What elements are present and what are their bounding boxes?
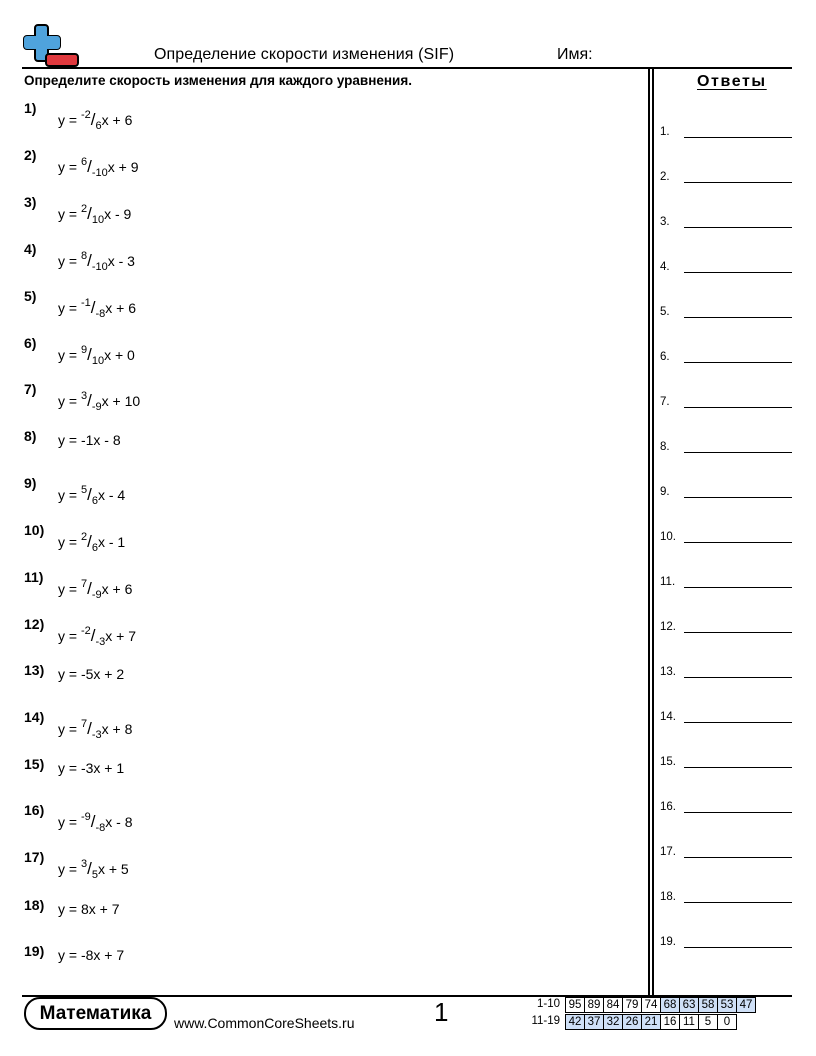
answer-blank[interactable]	[684, 677, 792, 678]
problem-equation	[58, 719, 132, 739]
fraction-slash: /	[87, 391, 92, 410]
equation-lead: y = -1x - 8	[58, 432, 121, 448]
equation-tail: x + 6	[101, 581, 133, 597]
fraction-denominator: 6	[95, 120, 102, 132]
answer-row	[660, 394, 792, 408]
fraction-slash: /	[87, 532, 92, 551]
equation-lead: y = 8x + 7	[58, 901, 120, 917]
problem-number: 1)	[24, 100, 37, 116]
fraction-numerator: 3	[80, 858, 88, 870]
fraction-denominator: 10	[91, 355, 105, 367]
fraction-numerator: 3	[80, 390, 88, 402]
score-cell: 21	[642, 1015, 661, 1030]
problem-equation	[58, 579, 132, 599]
fraction-slash: /	[87, 719, 92, 738]
problem-number: 10)	[24, 522, 45, 538]
equation-tail: x - 8	[105, 814, 133, 830]
score-cell: 26	[623, 1015, 642, 1030]
fraction-slash: /	[90, 626, 96, 645]
equation-tail: x + 6	[101, 112, 133, 128]
answer-blank[interactable]	[684, 272, 792, 273]
fraction-slash: /	[87, 251, 92, 270]
fraction-numerator: 9	[80, 344, 88, 356]
answer-number: 15.	[660, 756, 676, 768]
problem-equation	[58, 945, 124, 965]
answer-row	[660, 304, 792, 318]
fraction-slash: /	[90, 110, 96, 129]
fraction-slash: /	[87, 204, 92, 223]
fraction-numerator: -1	[80, 297, 91, 309]
fraction-denominator: 6	[91, 542, 98, 554]
score-cell: 74	[642, 998, 661, 1013]
equation-lead: y =	[58, 112, 81, 128]
equation-lead: y =	[58, 159, 81, 175]
problem-number: 8)	[24, 428, 37, 444]
brand-badge: Математика	[24, 997, 167, 1030]
fraction-denominator: -10	[91, 261, 108, 273]
fraction-slash: /	[90, 812, 96, 831]
fraction-denominator: -9	[91, 589, 102, 601]
header-rule	[22, 67, 792, 69]
answer-row	[660, 844, 792, 858]
answer-number: 13.	[660, 666, 676, 678]
equation-tail: x - 4	[97, 487, 126, 503]
equation-lead: y =	[58, 861, 81, 877]
answer-number: 17.	[660, 846, 676, 858]
answer-row	[660, 484, 792, 498]
name-label: Имя:	[557, 46, 593, 63]
answer-number: 14.	[660, 711, 676, 723]
score-cell: 11	[680, 1015, 699, 1030]
instructions: Определите скорость изменения для каждого уравнения.	[24, 73, 412, 88]
equation-tail: x - 3	[107, 253, 135, 269]
fraction-slash: /	[87, 345, 92, 364]
fraction-denominator: 10	[91, 214, 105, 226]
problem-number: 7)	[24, 381, 37, 397]
score-cell: 84	[604, 998, 623, 1013]
equation-lead: y =	[58, 721, 81, 737]
page-number: 1	[434, 997, 449, 1027]
fraction-numerator: 6	[80, 156, 88, 168]
equation-lead: y =	[58, 628, 81, 644]
equation-lead: y =	[58, 581, 81, 597]
answer-blank[interactable]	[684, 497, 792, 498]
score-table-row-1	[565, 997, 756, 1013]
fraction-numerator: -2	[80, 625, 91, 637]
problem-equation	[58, 485, 125, 505]
equation-lead: y =	[58, 393, 81, 409]
fraction-numerator: 2	[80, 203, 88, 215]
score-cell: 37	[585, 1015, 604, 1030]
problem-equation	[58, 758, 124, 778]
equation-lead: y =	[58, 300, 81, 316]
problem-number: 6)	[24, 335, 37, 351]
equation-tail: x + 8	[101, 721, 133, 737]
fraction-denominator: -8	[95, 308, 106, 320]
fraction-slash: /	[87, 157, 92, 176]
answer-row	[660, 619, 792, 633]
problem-number: 17)	[24, 849, 45, 865]
problem-equation	[58, 626, 136, 646]
website-link[interactable]: www.CommonCoreSheets.ru	[174, 1015, 355, 1031]
fraction-denominator: -8	[95, 822, 106, 834]
equation-tail: x + 9	[107, 159, 139, 175]
answer-number: 7.	[660, 396, 670, 408]
fraction-denominator: -3	[95, 636, 106, 648]
equation-tail: x - 1	[97, 534, 126, 550]
fraction-denominator: -9	[91, 401, 102, 413]
problem-number: 2)	[24, 147, 37, 163]
equation-lead: y =	[58, 487, 81, 503]
answer-row	[660, 349, 792, 363]
problem-equation	[58, 251, 135, 271]
answer-number: 19.	[660, 936, 676, 948]
answer-blank[interactable]	[684, 407, 792, 408]
equation-lead: y = -3x + 1	[58, 760, 125, 776]
fraction-denominator: -3	[91, 729, 102, 741]
answer-row	[660, 529, 792, 543]
score-cell: 89	[585, 998, 604, 1013]
answer-blank[interactable]	[684, 362, 792, 363]
equation-lead: y =	[58, 206, 81, 222]
problem-equation	[58, 899, 119, 919]
answer-blank[interactable]	[684, 812, 792, 813]
fraction-numerator: 7	[80, 718, 88, 730]
answer-number: 16.	[660, 801, 676, 813]
answer-row	[660, 754, 792, 768]
equation-tail: x - 9	[104, 206, 132, 222]
score-cell: 68	[661, 998, 680, 1013]
problem-equation	[58, 430, 121, 450]
problem-number: 12)	[24, 616, 45, 632]
equation-lead: y =	[58, 253, 81, 269]
answer-row	[660, 664, 792, 678]
answer-row	[660, 889, 792, 903]
problem-number: 14)	[24, 709, 45, 725]
problem-number: 9)	[24, 475, 37, 491]
score-cell: 95	[566, 998, 585, 1013]
answer-number: 9.	[660, 486, 670, 498]
answer-row	[660, 124, 792, 138]
score-table-row-2	[565, 1014, 737, 1030]
score-cell: 63	[680, 998, 699, 1013]
answer-blank[interactable]	[684, 137, 792, 138]
answer-blank[interactable]	[684, 542, 792, 543]
fraction-denominator: 6	[91, 495, 98, 507]
fraction-slash: /	[87, 859, 92, 878]
problem-number: 3)	[24, 194, 37, 210]
fraction-denominator: 5	[91, 869, 98, 881]
equation-tail: x + 0	[104, 347, 135, 363]
score-cell: 79	[623, 998, 642, 1013]
problem-equation	[58, 812, 133, 832]
answer-blank[interactable]	[684, 452, 792, 453]
score-cell: 47	[737, 998, 756, 1013]
answer-blank[interactable]	[684, 317, 792, 318]
equation-tail: x + 10	[101, 393, 141, 409]
problem-equation	[58, 157, 138, 177]
fraction-numerator: 5	[80, 484, 88, 496]
answer-blank[interactable]	[684, 947, 792, 948]
answer-row	[660, 214, 792, 228]
fraction-numerator: -9	[80, 811, 91, 823]
answer-row	[660, 169, 792, 183]
equation-lead: y =	[58, 814, 81, 830]
answer-number: 6.	[660, 351, 670, 363]
problem-number: 19)	[24, 943, 45, 959]
problem-number: 15)	[24, 756, 45, 772]
fraction-numerator: 2	[80, 531, 88, 543]
answer-number: 5.	[660, 306, 670, 318]
fraction-slash: /	[90, 298, 96, 317]
answer-row	[660, 934, 792, 948]
problem-number: 4)	[24, 241, 37, 257]
equation-lead: y =	[58, 347, 81, 363]
answers-title: Ответы	[697, 73, 767, 90]
problem-number: 5)	[24, 288, 37, 304]
answer-number: 11.	[660, 576, 676, 588]
answer-blank[interactable]	[684, 227, 792, 228]
problem-equation	[58, 664, 124, 684]
answer-blank[interactable]	[684, 182, 792, 183]
answer-number: 1.	[660, 126, 670, 138]
answer-row	[660, 439, 792, 453]
score-cell: 53	[718, 998, 737, 1013]
answer-number: 3.	[660, 216, 670, 228]
fraction-numerator: 8	[80, 250, 88, 262]
equation-tail: x + 5	[97, 861, 129, 877]
problem-number: 16)	[24, 802, 45, 818]
score-cell: 0	[718, 1015, 737, 1030]
problem-equation	[58, 298, 136, 318]
equation-lead: y =	[58, 534, 81, 550]
answer-row	[660, 574, 792, 588]
problem-number: 13)	[24, 662, 45, 678]
equation-tail: x + 7	[105, 628, 137, 644]
score-cell: 5	[699, 1015, 718, 1030]
answer-row	[660, 709, 792, 723]
fraction-slash: /	[87, 579, 92, 598]
answer-blank[interactable]	[684, 902, 792, 903]
worksheet-title: Определение скорости изменения (SIF)	[154, 46, 455, 63]
score-cell: 16	[661, 1015, 680, 1030]
fraction-denominator: -10	[91, 167, 108, 179]
problem-equation	[58, 110, 132, 130]
score-row-label: 1-10	[536, 998, 560, 1010]
equation-lead: y = -5x + 2	[58, 666, 125, 682]
equation-tail: x + 6	[105, 300, 137, 316]
column-divider	[648, 67, 654, 995]
score-row-label: 11-19	[531, 1015, 560, 1027]
answer-row	[660, 799, 792, 813]
fraction-numerator: 7	[80, 578, 88, 590]
problem-number: 18)	[24, 897, 45, 913]
answer-blank[interactable]	[684, 722, 792, 723]
problem-equation	[58, 345, 135, 365]
answer-blank[interactable]	[684, 632, 792, 633]
score-cell: 42	[566, 1015, 585, 1030]
answer-blank[interactable]	[684, 857, 792, 858]
problem-equation	[58, 532, 125, 552]
score-cell: 58	[699, 998, 718, 1013]
answer-number: 10.	[660, 531, 676, 543]
answer-number: 4.	[660, 261, 670, 273]
answer-blank[interactable]	[684, 587, 792, 588]
answer-number: 2.	[660, 171, 670, 183]
answer-number: 18.	[660, 891, 676, 903]
problem-equation	[58, 391, 140, 411]
equation-lead: y = -8x + 7	[58, 947, 125, 963]
answer-blank[interactable]	[684, 767, 792, 768]
problem-number: 11)	[24, 569, 44, 585]
answer-row	[660, 259, 792, 273]
answer-number: 12.	[660, 621, 676, 633]
logo-plus-minus-icon	[22, 24, 80, 68]
fraction-numerator: -2	[80, 109, 91, 121]
problem-equation	[58, 859, 129, 879]
answer-number: 8.	[660, 441, 670, 453]
problem-equation	[58, 204, 131, 224]
score-cell: 32	[604, 1015, 623, 1030]
fraction-slash: /	[87, 485, 92, 504]
